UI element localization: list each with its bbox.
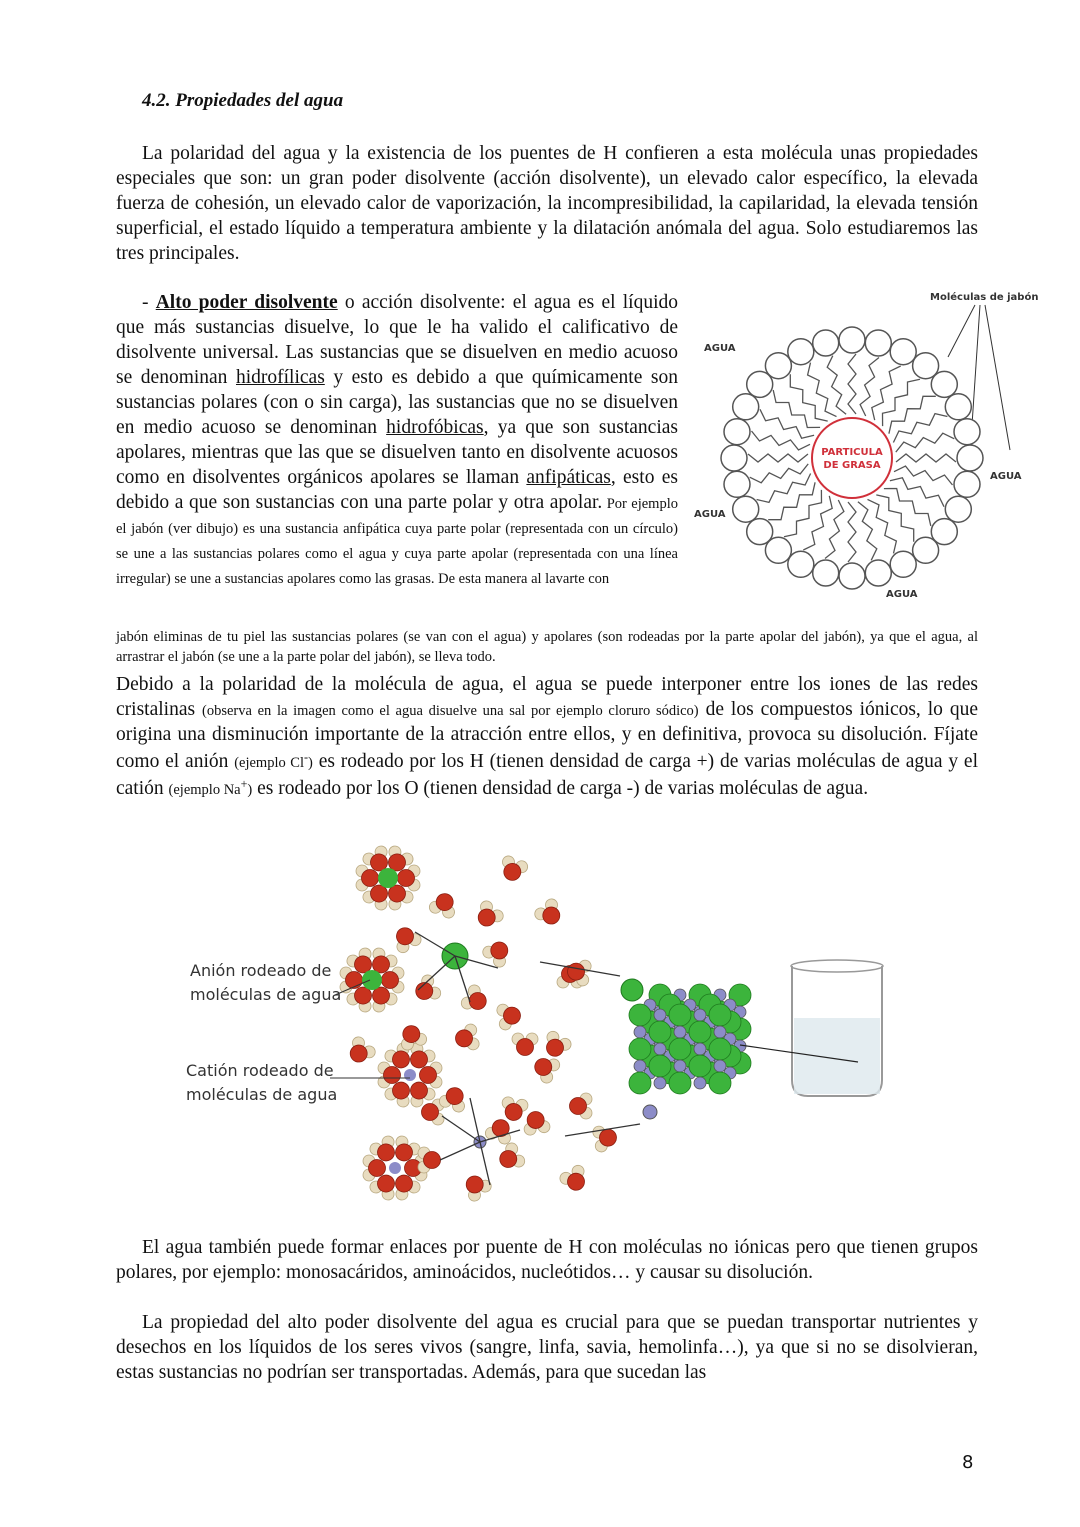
water-molecule (512, 1033, 538, 1056)
water-molecule (521, 1109, 551, 1136)
ionic-text-4: es rodeado por los O (tienen densidad de carga -) de varias moléculas de agua. (252, 777, 869, 799)
cation-label-2: moléculas de agua (186, 1085, 338, 1104)
term-amphipathic: anfipáticas (526, 467, 611, 488)
lattice-sodium (654, 1043, 666, 1055)
soap-tail (896, 454, 956, 462)
oxygen-atom (475, 906, 499, 930)
water-molecule (453, 1023, 480, 1053)
label-arrow (985, 305, 1010, 450)
soap-tail (860, 358, 879, 417)
soap-tail (858, 502, 877, 561)
soap-head (747, 519, 773, 545)
soap-head (733, 394, 759, 420)
water-molecule (494, 1141, 526, 1175)
oxygen-atom (463, 1172, 487, 1196)
soap-head (945, 496, 971, 522)
lattice-chloride (629, 1038, 651, 1060)
lattice-chloride (629, 1072, 651, 1094)
soap-head (913, 537, 939, 563)
soap-tail (827, 356, 846, 415)
soap-head (813, 330, 839, 356)
term-solvent: Alto poder disolvente (155, 292, 338, 313)
water-molecules (340, 844, 619, 1204)
soap-head (890, 339, 916, 365)
oxygen-atom (420, 1067, 437, 1084)
lattice-chloride (629, 1004, 651, 1026)
lattice-chloride (689, 1021, 711, 1043)
water-label-top-left: AGUA (704, 343, 736, 354)
oxygen-atom (368, 1159, 385, 1176)
soap-head (865, 560, 891, 586)
cation-label-1: Catión rodeado de (186, 1061, 334, 1080)
solvated-ion (389, 1162, 401, 1174)
ionic-text-1: Debido a la polaridad de la molécula de agua, el agua se puede interponer entre los iones de las redes cristalinas (116, 674, 978, 720)
beaker (791, 960, 883, 1096)
solvated-ion (404, 1069, 416, 1081)
oxygen-atom (382, 972, 399, 989)
water-molecule (459, 1170, 493, 1204)
soap-head (957, 445, 983, 471)
lattice-sodium (694, 1077, 706, 1089)
oxygen-atom (424, 1152, 441, 1169)
solvated-ion (362, 970, 382, 990)
lattice-chloride (649, 1021, 671, 1043)
soap-tail (750, 464, 809, 483)
soap-tail (825, 500, 844, 559)
salt-dissolution-figure (180, 840, 900, 1220)
water-molecule (496, 1001, 523, 1031)
soap-tail (876, 495, 913, 542)
soap-tail (768, 482, 815, 519)
soap-tail (752, 431, 811, 450)
lattice-sodium (654, 1077, 666, 1089)
ionic-note-cation: (ejemplo Na+) (168, 776, 253, 798)
water-molecule (497, 854, 529, 884)
soap-head (839, 327, 865, 353)
oxygen-atom (539, 904, 563, 928)
nonionic-paragraph: El agua también puede formar enlaces por puente de H con moléculas no iónicas pero que tienen grupos polares, por ejemplo: monosacáridos, aminoácidos, nucleótidos… y causar su disolución. (116, 1237, 978, 1283)
lattice-sodium (634, 1026, 646, 1038)
soap-head (890, 551, 916, 577)
lattice-sodium (674, 1026, 686, 1038)
soap-head (724, 471, 750, 497)
soap-tail (889, 396, 936, 433)
fat-particle (812, 418, 892, 498)
lattice-sodium (654, 1009, 666, 1021)
water-molecule (471, 898, 505, 932)
lattice-chloride (669, 1004, 691, 1026)
nacl-crystal (629, 984, 751, 1094)
term-hydrophobic: hidrofóbicas (386, 417, 484, 438)
oxygen-atom (361, 869, 378, 886)
water-molecule (428, 890, 460, 920)
soap-example-continued: jabón eliminas de tu piel las sustancias polares (se van con el agua) y apolares (son rodeadas por la parte apolar del jabón), ya que el agua, al arrastrar el jabón (se une a la parte polar del jabón), se lleva todo. (116, 629, 978, 665)
water-label-left: AGUA (694, 509, 726, 520)
oxygen-atom (383, 1066, 400, 1083)
ionic-note-anion: (ejemplo Cl-) (234, 750, 313, 771)
soap-head (945, 394, 971, 420)
ionic-dissolution-paragraph (116, 672, 978, 801)
water-molecule (459, 983, 491, 1017)
soap-example-text: Por ejemplo el jabón (ver dibujo) es una sustancia anfipática cuya parte polar (representada con un círculo) se une a las sustancias polares como el agua y cuya parte apolar (representada con una línea irregular) se une a sustancias apolares como las grasas. De esta manera al lavarte con (116, 496, 678, 587)
soap-head (788, 339, 814, 365)
soap-tail (894, 466, 953, 485)
lattice-sodium (694, 1009, 706, 1021)
term-hydrophilic: hidrofílicas (235, 367, 325, 388)
ionic-text-3: es rodeado por los H (tienen densidad de carga +) de varias moléculas de agua y el catión (116, 750, 978, 799)
solvent-text-1: o acción disolvente: el agua es el líquido que más sustancias disuelve, lo que le ha valido el calificativo de disolvente universal. Las sustancias que se disuelven en medio acuoso se denominan (116, 292, 679, 388)
ionic-text-2: de los compuestos iónicos, lo que origina una disminución importante de la atracción entre ellos, y en definitiva, provoca su disolución. Fíjate como el anión (116, 699, 978, 772)
solvent-text-3: , ya que son sustancias apolares, mientras que las que se disuelven tanto en disolvente acuosos como en disolventes orgánicos apolares se llaman (116, 417, 679, 488)
free-sodium-ion (643, 1105, 657, 1119)
fat-particle-label-2: DE GRASA (823, 460, 881, 471)
oxygen-atom (398, 870, 415, 887)
lattice-sodium (674, 1060, 686, 1072)
solvent-text-4: , esto es debido a que son sustancias con una parte polar y otra apolar. (116, 467, 678, 513)
water-molecule (343, 1034, 377, 1068)
oxygen-atom (517, 1039, 534, 1056)
micelle-figure (690, 285, 1050, 605)
transport-paragraph: La propiedad del alto poder disolvente del agua es crucial para que se puedan transportar nutrientes y desechos en los líquidos de los seres vivos (sangre, linfa, savia, hemolinfa…), ya que si no se disolvieran, estas sustancias no podrían ser transportadas. Además, para que sucedan las (116, 1312, 978, 1383)
ionic-note-1: (observa en la imagen como el agua disuelve una sal por ejemplo cloruro sódico) (202, 703, 699, 719)
anion-label-2: moléculas de agua (190, 985, 342, 1004)
lattice-chloride (709, 1072, 731, 1094)
oxygen-atom (345, 971, 362, 988)
soap-tail (848, 502, 856, 562)
water-molecule (539, 1029, 573, 1061)
water-molecule (529, 1051, 561, 1085)
lattice-chloride (709, 1038, 731, 1060)
soap-head (721, 445, 747, 471)
soap-head (839, 563, 865, 589)
intro-paragraph: La polaridad del agua y la existencia de los puentes de H confieren a esta molécula unas propiedades especiales que son: un gran poder disolvente (acción disolvente), un elevado calor específico, la elevada fuerza de cohesión, un elevado calor de vaporización, la incompresibilidad, la capilaridad, la elevada tensión superficial, el estado líquido a temperatura ambiente y la dilatación anómala del agua. Solo estudiaremos las tres principales. (116, 143, 978, 264)
free-chloride-ion (621, 979, 643, 1001)
water-label-bottom: AGUA (886, 589, 918, 600)
soap-head (865, 330, 891, 356)
solvent-paragraph (116, 290, 678, 590)
lattice-sodium (714, 1060, 726, 1072)
soap-head (954, 419, 980, 445)
water-label-right: AGUA (990, 471, 1022, 482)
soap-head (724, 419, 750, 445)
section-heading: 4.2. Propiedades del agua (142, 90, 344, 111)
lattice-sodium (694, 1043, 706, 1055)
lattice-chloride (709, 1004, 731, 1026)
soap-tail (896, 433, 955, 452)
lattice-chloride (669, 1038, 691, 1060)
oxygen-atom (570, 1098, 587, 1115)
lattice-chloride (649, 1055, 671, 1077)
soap-head (788, 551, 814, 577)
soap-head (733, 496, 759, 522)
oxygen-atom (487, 938, 511, 962)
soap-head (813, 560, 839, 586)
water-molecule (558, 1163, 592, 1195)
lattice-chloride (689, 1055, 711, 1077)
lattice-chloride (669, 1072, 691, 1094)
oxygen-atom (422, 1104, 439, 1121)
water-molecule (532, 896, 566, 930)
soap-molecules-label: Moléculas de jabón (930, 292, 1039, 303)
water-molecule (570, 1093, 593, 1119)
fat-particle-label-1: PARTICULA (821, 447, 883, 458)
page-number: 8 (962, 1452, 974, 1473)
anion-label-1: Anión rodeado de (190, 961, 332, 980)
solvated-ion (378, 868, 398, 888)
soap-head (954, 471, 980, 497)
water-molecule (389, 922, 423, 954)
soap-tail (748, 454, 808, 462)
soap-head (765, 353, 791, 379)
solvent-text-2: y esto es debido a que químicamente son sustancias polares (con o sin carga), las sustancias que no se disuelven en medio acuoso se denominan (116, 367, 678, 438)
label-arrow (972, 305, 980, 425)
soap-tail (790, 374, 827, 421)
water-molecule (410, 973, 442, 1007)
lattice-sodium (634, 1060, 646, 1072)
oxygen-atom (347, 1042, 371, 1066)
dash: - (142, 292, 156, 313)
soap-head (931, 371, 957, 397)
water-molecule (499, 1096, 529, 1123)
soap-tail (848, 354, 856, 414)
label-arrow (948, 305, 975, 357)
lattice-sodium (714, 1026, 726, 1038)
